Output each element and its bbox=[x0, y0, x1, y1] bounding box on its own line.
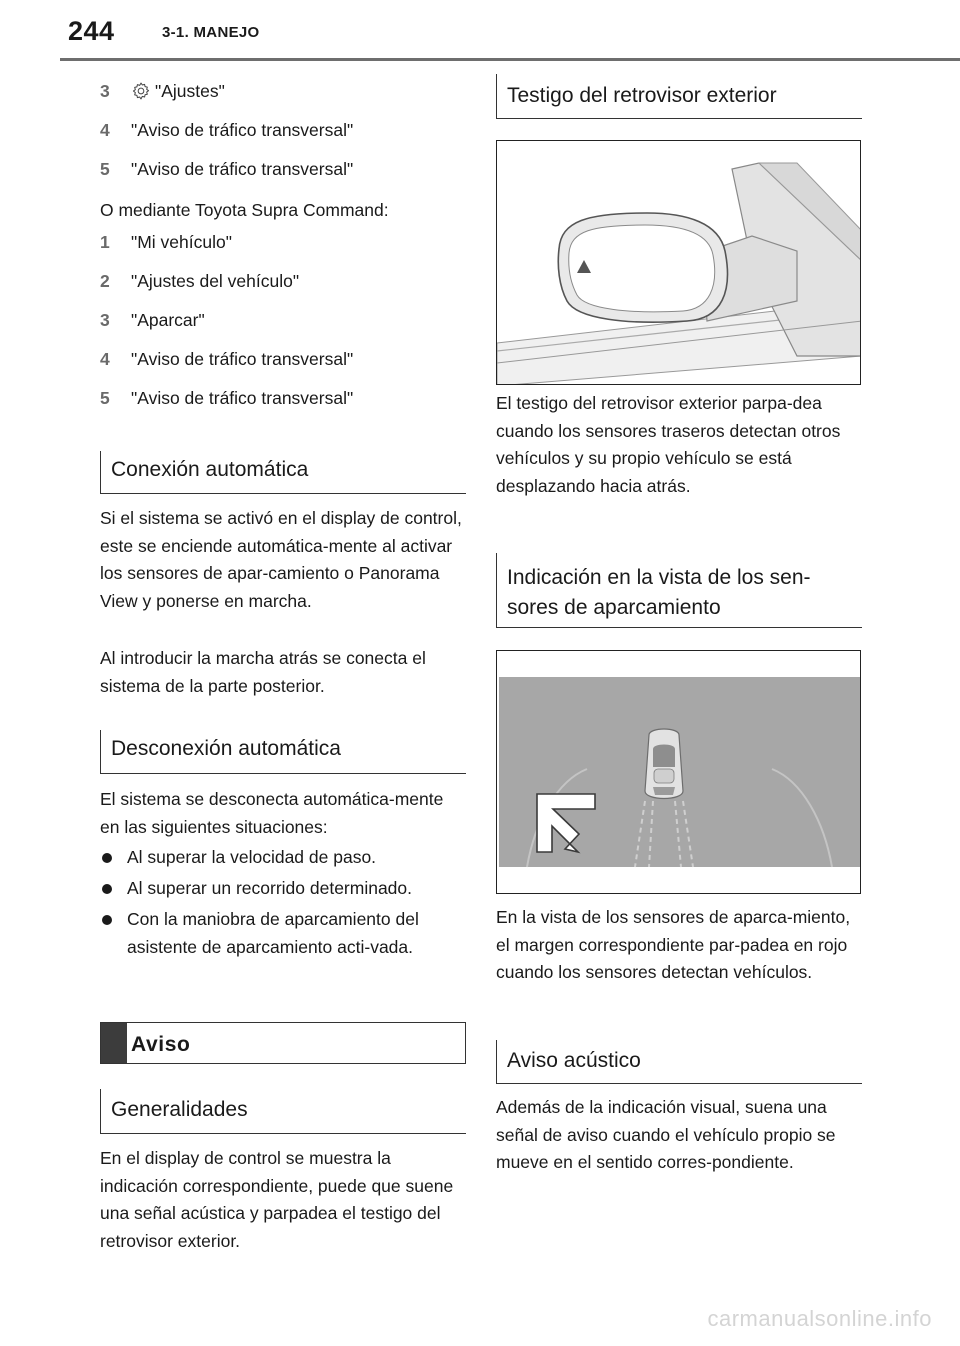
paragraph: En el display de control se muestra la indicación correspondiente, puede que suene una señal acústica y parpadea el testigo del retrovisor exterior. bbox=[100, 1148, 454, 1251]
step-text: "Aviso de tráfico transversal" bbox=[131, 349, 354, 369]
heading-text: Conexión automática bbox=[111, 458, 309, 481]
heading-generalidades bbox=[100, 1089, 466, 1134]
step-item bbox=[100, 270, 299, 292]
step-item bbox=[100, 231, 232, 253]
list-item bbox=[100, 875, 466, 903]
watermark: carmanualsonline.info bbox=[707, 1306, 932, 1331]
step-text: "Mi vehículo" bbox=[131, 232, 232, 252]
step-text: "Ajustes del vehículo" bbox=[131, 271, 300, 291]
list-item-text: Con la maniobra de aparcamiento del asistente de aparcamiento acti-vada. bbox=[127, 909, 419, 957]
section-title: 3-1. MANEJO bbox=[162, 24, 260, 41]
bullet-dot bbox=[102, 853, 112, 863]
list-item bbox=[100, 906, 466, 961]
gear-icon bbox=[131, 81, 151, 101]
paragraph: Además de la indicación visual, suena una señal de aviso cuando el vehículo propio se mueve en el sentido corres-pondiente. bbox=[496, 1097, 836, 1173]
alt-intro: O mediante Toyota Supra Command: bbox=[100, 200, 389, 220]
step-number: 4 bbox=[100, 349, 110, 369]
heading-sensors bbox=[496, 553, 862, 628]
step-number: 5 bbox=[100, 388, 110, 408]
step-item bbox=[100, 119, 353, 141]
step-text: "Ajustes" bbox=[155, 81, 225, 101]
list-item-text: Al superar la velocidad de paso. bbox=[127, 847, 377, 867]
heading-text: Indicación en la vista de los sen-sores de aparcamiento bbox=[507, 566, 811, 619]
paragraph: El sistema se desconecta automática-mente en las siguientes situaciones: bbox=[100, 789, 444, 837]
bullet-dot bbox=[102, 915, 112, 925]
step-number: 2 bbox=[100, 271, 110, 291]
step-number: 5 bbox=[100, 159, 110, 179]
heading-acoustic bbox=[496, 1040, 862, 1084]
paragraph: Al introducir la marcha atrás se conecta el sistema de la parte posterior. bbox=[100, 648, 426, 696]
step-number: 1 bbox=[100, 232, 110, 252]
heading-auto-on bbox=[100, 451, 466, 494]
step-text: "Aparcar" bbox=[131, 310, 205, 330]
step-item bbox=[100, 158, 353, 180]
notice-heading-text: Aviso bbox=[131, 1033, 191, 1056]
step-item bbox=[100, 80, 225, 102]
step-text: "Aviso de tráfico transversal" bbox=[131, 159, 354, 179]
paragraph: Si el sistema se activó en el display de control, este se enciende automática-mente al activar los sensores de apar-camiento o Panorama View y ponerse en marcha. bbox=[100, 508, 462, 611]
step-number: 3 bbox=[100, 310, 110, 330]
mirror-drawing bbox=[497, 141, 861, 385]
notice-heading bbox=[100, 1022, 466, 1064]
step-number: 4 bbox=[100, 120, 110, 140]
heading-auto-off bbox=[100, 730, 466, 774]
list-item bbox=[100, 844, 466, 872]
heading-text: Generalidades bbox=[111, 1098, 248, 1121]
parking-view-illustration bbox=[496, 650, 861, 894]
paragraph: El testigo del retrovisor exterior parpa-dea cuando los sensores traseros detectan otros vehículos y su propio vehículo se está desplazando hacia atrás. bbox=[496, 393, 841, 496]
heading-text: Testigo del retrovisor exterior bbox=[507, 84, 777, 107]
list-item-text: Al superar un recorrido determinado. bbox=[127, 878, 413, 898]
step-text: "Aviso de tráfico transversal" bbox=[131, 388, 354, 408]
notice-bar bbox=[101, 1023, 127, 1063]
page-number: 244 bbox=[68, 16, 115, 46]
paragraph: En la vista de los sensores de aparca-miento, el margen correspondiente par-padea en rojo cuando los sensores detectan vehículos. bbox=[496, 907, 851, 983]
heading-mirror bbox=[496, 74, 862, 119]
parking-view-drawing bbox=[497, 651, 861, 894]
heading-text: Aviso acústico bbox=[507, 1049, 641, 1072]
step-number: 3 bbox=[100, 81, 110, 101]
bullet-dot bbox=[102, 884, 112, 894]
step-item bbox=[100, 309, 205, 331]
step-text: "Aviso de tráfico transversal" bbox=[131, 120, 354, 140]
heading-text: Desconexión automática bbox=[111, 737, 341, 760]
step-item bbox=[100, 387, 353, 409]
header-rule bbox=[60, 58, 960, 61]
step-item bbox=[100, 348, 353, 370]
mirror-illustration bbox=[496, 140, 861, 385]
